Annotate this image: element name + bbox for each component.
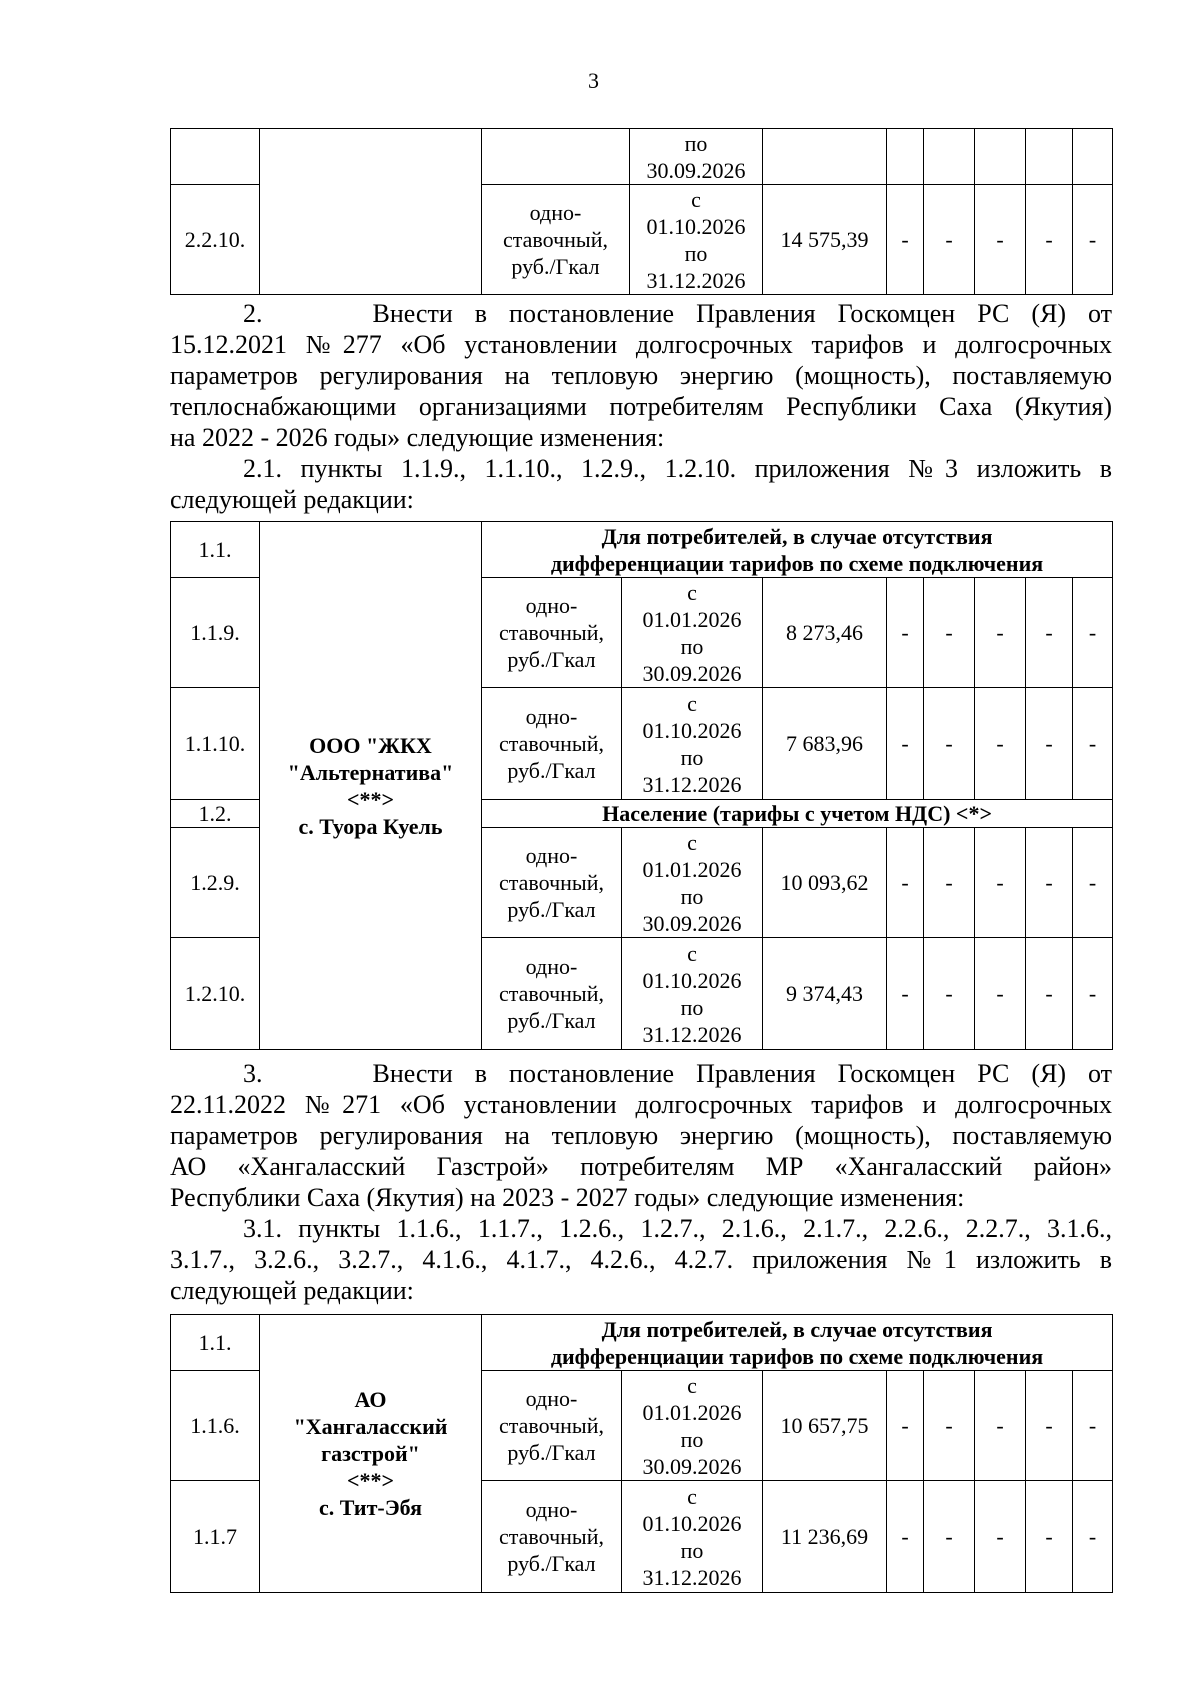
dash-cell <box>1026 129 1073 185</box>
dash-cell: - <box>924 938 975 1050</box>
period-cell: с 01.10.2026 по 31.12.2026 <box>622 1481 763 1593</box>
dash-cell: - <box>975 938 1026 1050</box>
row-number: 1.2. <box>171 800 260 828</box>
tariff-table-altern <box>170 521 1113 1050</box>
dash-cell <box>924 129 975 185</box>
dash-cell: - <box>924 185 975 295</box>
paragraph-line: 15.12.2021 №277 «Об установлении долгосрочных тарифов и долгосрочных <box>170 330 1112 359</box>
tariff-value: 8 273,46 <box>763 578 887 688</box>
dash-cell <box>1073 129 1113 185</box>
period-cell: с 01.10.2026 по 31.12.2026 <box>622 938 763 1050</box>
tariff-type: одно- ставочный, руб./Гкал <box>482 578 622 688</box>
dash-cell: - <box>1026 938 1073 1050</box>
paragraph-line: на 2022 - 2026 годы» следующие изменения: <box>170 423 665 452</box>
tariff-type: одно- ставочный, руб./Гкал <box>482 938 622 1050</box>
dash-cell: - <box>1073 828 1113 938</box>
table-row <box>171 129 1113 185</box>
period-cell: по 30.09.2026 <box>630 129 763 185</box>
tariff-type: одно- ставочный, руб./Гкал <box>482 1371 622 1481</box>
paragraph-line: теплоснабжающими организациями потребителям Республики Саха (Якутия) <box>170 392 1112 421</box>
dash-cell: - <box>975 688 1026 800</box>
dash-cell: - <box>924 688 975 800</box>
dash-cell: - <box>1073 1481 1113 1593</box>
dash-cell: - <box>975 1371 1026 1481</box>
dash-cell: - <box>1026 688 1073 800</box>
dash-cell: - <box>887 185 924 295</box>
paragraph-line: следующей редакции: <box>170 485 414 514</box>
table-header-row <box>171 1315 1113 1371</box>
dash-cell: - <box>924 1371 975 1481</box>
page-number: 3 <box>588 68 599 93</box>
tariff-type: одно- ставочный, руб./Гкал <box>482 688 622 800</box>
tariff-value: 11 236,69 <box>763 1481 887 1593</box>
period-cell: с 01.01.2026 по 30.09.2026 <box>622 578 763 688</box>
row-number: 1.1. <box>171 1315 260 1371</box>
paragraph-line: 3. Внести в постановление Правления Госкомцен РС (Я) от <box>243 1059 1112 1088</box>
dash-cell: - <box>924 828 975 938</box>
dash-cell: - <box>1073 185 1113 295</box>
row-number: 1.1. <box>171 522 260 578</box>
category-header: Для потребителей, в случае отсутствия дифференциации тарифов по схеме подключения <box>482 522 1113 578</box>
paragraph-line: параметров регулирования на тепловую энергию (мощность), поставляемую <box>170 1121 1112 1150</box>
organization-cell: ООО "ЖКХ "Альтернатива" <**> с. Туора Куель <box>260 522 482 1050</box>
dash-cell <box>887 129 924 185</box>
paragraph-line: 2.1. пункты 1.1.9., 1.1.10., 1.2.9., 1.2.10. приложения №3 изложить в <box>243 454 1112 483</box>
dash-cell: - <box>887 828 924 938</box>
paragraph-line: АО «Хангаласский Газстрой» потребителям МР «Хангаласский район» <box>170 1152 1112 1181</box>
tariff-type: одно- ставочный, руб./Гкал <box>482 1481 622 1593</box>
organization-cell <box>260 129 482 295</box>
category-header: Население (тарифы с учетом НДС) <*> <box>482 800 1113 828</box>
paragraph-line: параметров регулирования на тепловую энергию (мощность), поставляемую <box>170 361 1112 390</box>
section-2-paragraph <box>170 298 1112 515</box>
tariff-value: 10 093,62 <box>763 828 887 938</box>
row-number <box>171 129 260 185</box>
organization-cell: АО "Хангаласский газстрой" <**> с. Тит-Эбя <box>260 1315 482 1593</box>
tariff-table-hangalas <box>170 1314 1113 1593</box>
row-number: 1.2.10. <box>171 938 260 1050</box>
dash-cell: - <box>1026 1371 1073 1481</box>
dash-cell: - <box>924 1481 975 1593</box>
tariff-value: 10 657,75 <box>763 1371 887 1481</box>
dash-cell: - <box>887 688 924 800</box>
period-cell: с 01.01.2026 по 30.09.2026 <box>622 1371 763 1481</box>
dash-cell: - <box>975 578 1026 688</box>
tariff-type: одно- ставочный, руб./Гкал <box>482 828 622 938</box>
tariff-type <box>482 129 630 185</box>
tariff-value: 14 575,39 <box>763 185 887 295</box>
row-number: 1.2.9. <box>171 828 260 938</box>
paragraph-line: 3.1.7., 3.2.6., 3.2.7., 4.1.6., 4.1.7., 4.2.6., 4.2.7. приложения №1 изложить в <box>170 1245 1112 1274</box>
tariff-value: 9 374,43 <box>763 938 887 1050</box>
dash-cell: - <box>1026 828 1073 938</box>
category-header: Для потребителей, в случае отсутствия дифференциации тарифов по схеме подключения <box>482 1315 1113 1371</box>
dash-cell: - <box>1073 1371 1113 1481</box>
dash-cell: - <box>1073 578 1113 688</box>
paragraph-line: 2. Внести в постановление Правления Госкомцен РС (Я) от <box>243 299 1112 328</box>
dash-cell: - <box>975 1481 1026 1593</box>
dash-cell: - <box>1026 1481 1073 1593</box>
dash-cell: - <box>1073 688 1113 800</box>
tariff-value <box>763 129 887 185</box>
period-cell: с 01.10.2026 по 31.12.2026 <box>630 185 763 295</box>
row-number: 1.1.10. <box>171 688 260 800</box>
dash-cell: - <box>887 578 924 688</box>
row-number: 1.1.9. <box>171 578 260 688</box>
paragraph-line: Республики Саха (Якутия) на 2023 - 2027 годы» следующие изменения: <box>170 1183 965 1212</box>
tariff-type: одно- ставочный, руб./Гкал <box>482 185 630 295</box>
section-3-paragraph <box>170 1058 1112 1306</box>
paragraph-line: 22.11.2022 №271 «Об установлении долгосрочных тарифов и долгосрочных <box>170 1090 1112 1119</box>
tariff-value: 7 683,96 <box>763 688 887 800</box>
dash-cell: - <box>887 1371 924 1481</box>
dash-cell: - <box>975 185 1026 295</box>
row-number: 1.1.6. <box>171 1371 260 1481</box>
dash-cell: - <box>975 828 1026 938</box>
dash-cell <box>975 129 1026 185</box>
dash-cell: - <box>1026 578 1073 688</box>
dash-cell: - <box>1073 938 1113 1050</box>
period-cell: с 01.01.2026 по 30.09.2026 <box>622 828 763 938</box>
row-number: 1.1.7 <box>171 1481 260 1593</box>
dash-cell: - <box>887 938 924 1050</box>
paragraph-line: 3.1. пункты 1.1.6., 1.1.7., 1.2.6., 1.2.7., 2.1.6., 2.1.7., 2.2.6., 2.2.7., 3.1.6., <box>243 1214 1112 1243</box>
dash-cell: - <box>887 1481 924 1593</box>
row-number: 2.2.10. <box>171 185 260 295</box>
dash-cell: - <box>1026 185 1073 295</box>
dash-cell: - <box>924 578 975 688</box>
period-cell: с 01.10.2026 по 31.12.2026 <box>622 688 763 800</box>
paragraph-line: следующей редакции: <box>170 1276 414 1305</box>
tariff-table-continuation <box>170 128 1113 295</box>
table-header-row <box>171 522 1113 578</box>
